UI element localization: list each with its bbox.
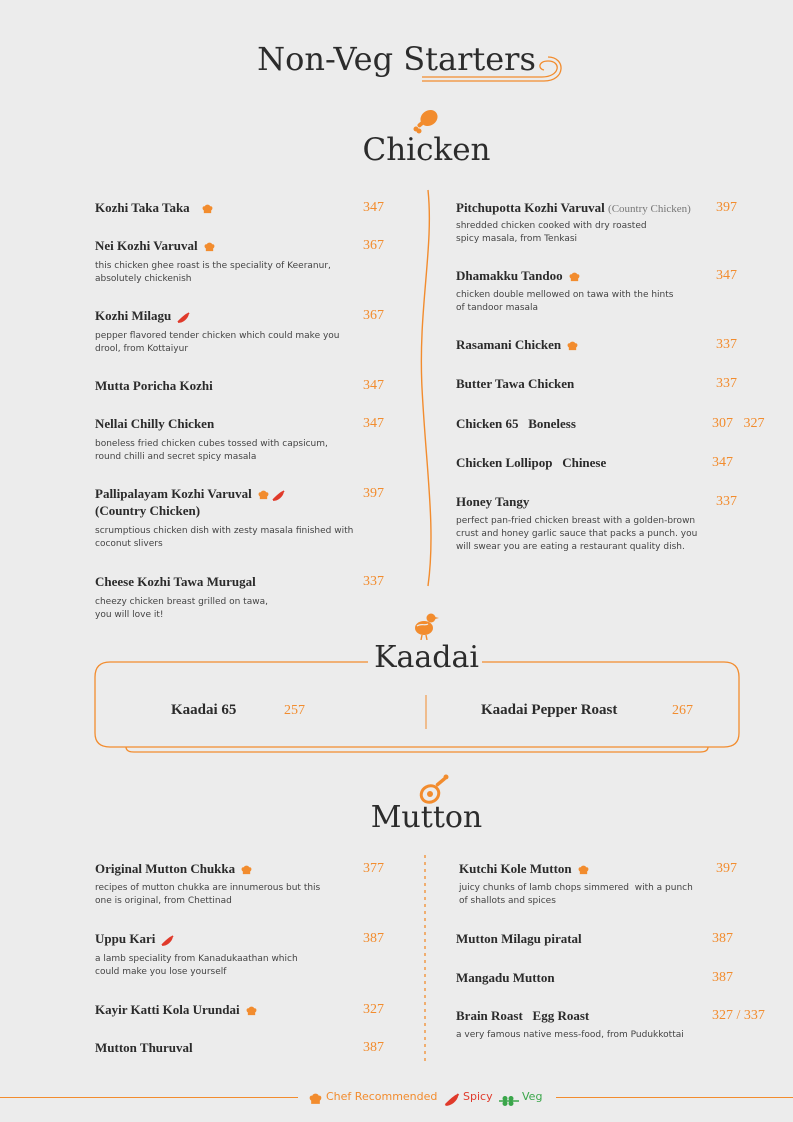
menu-item-price: 327 / 337	[712, 1008, 765, 1023]
chef-hat-icon	[241, 865, 252, 876]
menu-item-description: chicken double mellowed on tawa with the hints of tandoor masala	[456, 290, 674, 313]
menu-item-price: 387	[363, 1040, 384, 1055]
menu-item-description: scrumptious chicken dish with zesty masala finished with coconut slivers	[95, 526, 354, 549]
legend-rule-right	[556, 1097, 793, 1098]
menu-item-price: 347	[363, 378, 384, 393]
chicken-heading: Chicken	[362, 132, 491, 168]
menu-item-description: a lamb speciality from Kanadukaathan which could make you lose yourself	[95, 954, 298, 977]
menu-item-price: 327	[363, 1002, 384, 1017]
menu-item-description: a very famous native mess-food, from Pudukkottai	[456, 1030, 684, 1040]
menu-item-name: Mutton Thuruval	[95, 1040, 193, 1055]
menu-item-name: Pallipalayam Kozhi Varuval	[95, 486, 285, 502]
menu-item-name: Rasamani Chicken	[456, 337, 578, 353]
menu-item-name-line2: (Country Chicken)	[95, 503, 201, 518]
menu-item-name: Mutta Poricha Kozhi	[95, 378, 213, 393]
menu-item-description: cheezy chicken breast grilled on tawa, you will love it!	[95, 597, 268, 620]
menu-item-name: Mutton Milagu piratal	[456, 931, 582, 946]
menu-item-price: 347	[363, 200, 384, 215]
menu-item-note: (Country Chicken)	[608, 203, 691, 215]
legend-veg-label: Veg	[522, 1090, 543, 1103]
menu-item-price: 337	[716, 494, 737, 509]
menu-item-name: Original Mutton Chukka	[95, 861, 252, 877]
menu-item-description: this chicken ghee roast is the speciality of Keeranur, absolutely chickenish	[95, 261, 331, 284]
menu-item-price: 337	[363, 574, 384, 589]
menu-item-name: Dhamakku Tandoo	[456, 268, 580, 284]
menu-item-description: boneless fried chicken cubes tossed with capsicum, round chilli and secret spicy masala	[95, 439, 328, 462]
mutton-column-divider	[423, 855, 427, 1063]
menu-item-price: 367	[363, 238, 384, 253]
chef-hat-icon	[309, 1091, 322, 1110]
menu-item-price: 337	[716, 337, 737, 352]
menu-item-name: Kozhi Milagu	[95, 308, 190, 324]
chef-hat-icon	[578, 865, 589, 876]
menu-item-description: juicy chunks of lamb chops simmered with a punch of shallots and spices	[459, 883, 693, 906]
chili-icon	[272, 490, 285, 501]
menu-item-name: Nei Kozhi Varuval	[95, 238, 215, 254]
title-swash-decoration	[420, 55, 565, 85]
menu-item-name: Cheese Kozhi Tawa Murugal	[95, 574, 256, 589]
legend-rule-left	[0, 1097, 298, 1098]
menu-item-price: 347	[363, 416, 384, 431]
menu-item-price: 337	[716, 376, 737, 391]
legend-spicy-label: Spicy	[463, 1090, 493, 1103]
menu-item-price: 367	[363, 308, 384, 323]
menu-item-description: recipes of mutton chukka are innumerous but this one is original, from Chettinad	[95, 883, 321, 906]
menu-item-name: Butter Tawa Chicken	[456, 376, 575, 391]
menu-item-description: perfect pan-fried chicken breast with a golden-brown crust and honey garlic sauce that packs a punch. you will swear you are eating a restaurant quality dish.	[456, 516, 698, 552]
menu-item-name: Honey Tangy	[456, 494, 530, 509]
menu-item-price: 257	[284, 703, 305, 718]
chef-hat-icon	[202, 204, 213, 215]
kaadai-heading: Kaadai	[374, 640, 479, 675]
menu-item-name: Chicken 65 Boneless	[456, 416, 576, 431]
menu-item-price: 307 327	[712, 416, 765, 431]
menu-item-price: 387	[363, 931, 384, 946]
menu-item-price: 267	[672, 703, 693, 718]
chef-hat-icon	[569, 272, 580, 283]
chef-hat-icon	[567, 341, 578, 352]
menu-item-name: Pitchupotta Kozhi Varuval (Country Chicken)	[456, 200, 691, 215]
veg-leaf-icon	[499, 1092, 519, 1111]
menu-item-name: Brain Roast Egg Roast	[456, 1008, 590, 1023]
menu-item-name: Uppu Kari	[95, 931, 174, 947]
mutton-heading: Mutton	[370, 800, 483, 835]
chili-icon	[444, 1091, 460, 1110]
menu-item-name: Kaadai 65	[171, 702, 237, 718]
chef-hat-icon	[204, 242, 215, 253]
menu-item-name: Chicken Lollipop Chinese	[456, 455, 607, 470]
chef-hat-icon	[258, 490, 269, 501]
quail-icon	[413, 610, 439, 644]
page-title: Non-Veg Starters	[257, 40, 536, 78]
menu-item-name: Kayir Katti Kola Urundai	[95, 1002, 257, 1018]
menu-item-price: 397	[716, 200, 737, 215]
chicken-column-divider	[412, 188, 436, 588]
menu-item-name: Kutchi Kole Mutton	[459, 861, 589, 877]
menu-item-description: pepper flavored tender chicken which could make you drool, from Kottaiyur	[95, 331, 340, 354]
menu-item-price: 397	[363, 486, 384, 501]
chef-hat-icon	[246, 1006, 257, 1017]
menu-item-name: Kaadai Pepper Roast	[481, 702, 618, 718]
menu-item-price: 347	[716, 268, 737, 283]
menu-item-name: Mangadu Mutton	[456, 970, 555, 985]
chili-icon	[161, 935, 174, 946]
menu-item-price: 387	[712, 970, 733, 985]
menu-item-name: Kozhi Taka Taka	[95, 200, 213, 216]
legend-chef-label: Chef Recommended	[326, 1090, 438, 1103]
menu-item-price: 377	[363, 861, 384, 876]
menu-item-price: 397	[716, 861, 737, 876]
menu-item-price: 387	[712, 931, 733, 946]
menu-item-name: Nellai Chilly Chicken	[95, 416, 215, 431]
menu-item-price: 347	[712, 455, 733, 470]
chili-icon	[177, 312, 190, 323]
menu-item-description: shredded chicken cooked with dry roasted spicy masala, from Tenkasi	[456, 221, 647, 244]
